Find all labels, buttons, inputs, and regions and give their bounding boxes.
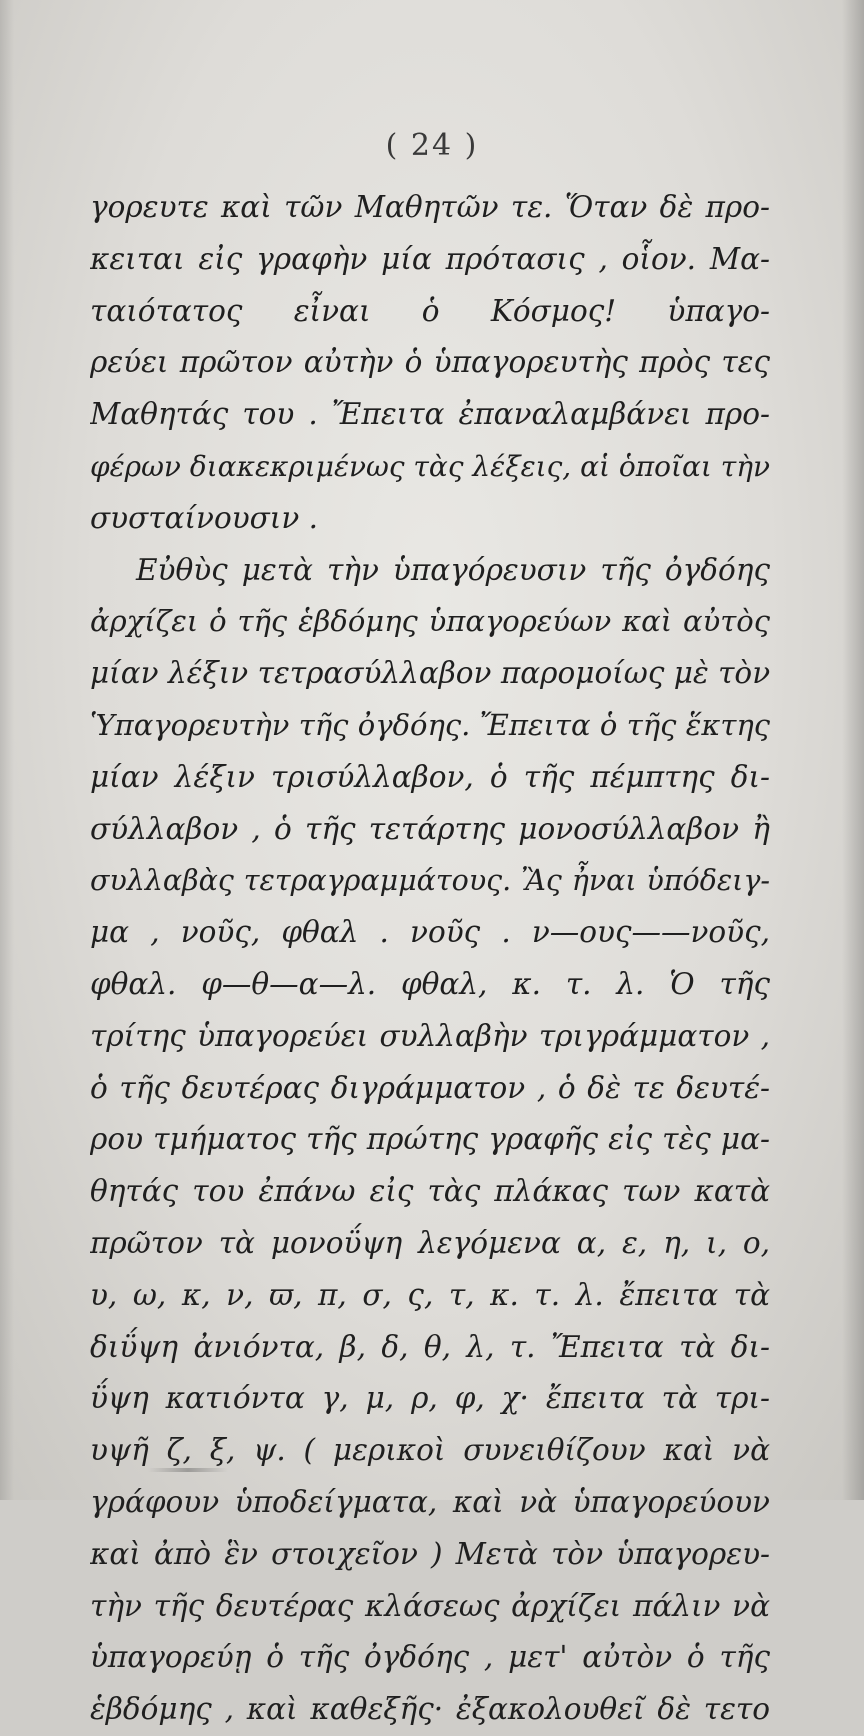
- text-line: τρίτης ὑπαγορεύει συλλαβὴν τριγράμματον ,: [90, 1018, 770, 1053]
- text-line: Μαθητάς του . Ἔπειτα ἐπαναλαμβάνει προ-: [90, 397, 770, 432]
- text-line: Ὑπαγορευτὴν τῆς ὀγδόης. Ἔπειτα ὁ τῆς ἕκτης: [90, 707, 770, 742]
- ink-smudge: [148, 1468, 228, 1472]
- text-line: θητάς του ἐπάνω εἰς τὰς πλάκας των κατὰ: [90, 1174, 770, 1209]
- text-line: πρῶτον τὰ μονοΰψη λεγόμενα α, ε, η, ι, ο,: [90, 1225, 770, 1260]
- page-edge-shadow-right: [842, 0, 864, 1500]
- text-line: γράφουν ὑποδείγματα, καὶ νὰ ὑπαγορεύουν: [90, 1484, 770, 1519]
- text-line: διΰψη ἀνιόντα, β, δ, θ, λ, τ. Ἔπειτα τὰ δι-: [90, 1329, 770, 1364]
- text-line: ὑπαγορεύῃ ὁ τῆς ὀγδόης , μετ' αὐτὸν ὁ τῆς: [90, 1640, 770, 1675]
- body-text: [90, 182, 770, 1736]
- text-line: ρου τμήματος τῆς πρώτης γραφῆς εἰς τὲς μα-: [90, 1122, 770, 1157]
- text-line: ταιότατος εἶναι ὁ Κόσμος! ὑπαγο-: [90, 293, 770, 328]
- text-line: φέρων διακεκριμένως τὰς λέξεις, αἱ ὁποῖαι τὴν: [90, 449, 770, 483]
- text-line: ὁ τῆς δευτέρας διγράμματον , ὁ δὲ τε δευτέ-: [90, 1070, 770, 1105]
- text-line: μίαν λέξιν τρισύλλαβον, ὁ τῆς πέμπτης δι-: [90, 759, 770, 794]
- paragraph-start-line: Εὐθὺς μετὰ τὴν ὑπαγόρευσιν τῆς ὀγδόης: [136, 552, 770, 587]
- text-line: φθαλ. φ—θ—α—λ. φθαλ, κ. τ. λ. Ὁ τῆς: [90, 966, 770, 1001]
- text-line: συλλαβὰς τετραγραμμάτους. Ἂς ἦναι ὑπόδειγ-: [90, 864, 770, 898]
- text-line: καὶ ἀπὸ ἓν στοιχεῖον ) Μετὰ τὸν ὑπαγορευ-: [90, 1536, 770, 1571]
- text-line: γορευτε καὶ τῶν Μαθητῶν τε. Ὅταν δὲ προ-: [90, 190, 770, 224]
- page-edge-shadow-left: [0, 0, 14, 1500]
- text-line: σύλλαβον , ὁ τῆς τετάρτης μονοσύλλαβον ἢ: [90, 811, 770, 846]
- text-line: ρεύει πρῶτον αὐτὴν ὁ ὑπαγορευτὴς πρὸς τες: [90, 345, 770, 380]
- text-line: τὴν τῆς δευτέρας κλάσεως ἀρχίζει πάλιν νὰ: [90, 1588, 770, 1623]
- text-line: ἀρχίζει ὁ τῆς ἑβδόμης ὑπαγορεύων καὶ αὐτὸς: [90, 604, 770, 639]
- text-line: ἑβδόμης , καὶ καθεξῆς· ἐξακολουθεῖ δὲ τετο: [90, 1692, 770, 1727]
- text-line: ΰψη κατιόντα γ, μ, ρ, φ, χ· ἔπειτα τὰ τρι-: [90, 1381, 770, 1416]
- text-line: κειται εἰς γραφὴν μία πρότασις , οἷον. Μα-: [90, 241, 770, 276]
- text-line: συσταίνουσιν .: [90, 500, 319, 535]
- text-line: μίαν λέξιν τετρασύλλαβον παρομοίως μὲ τὸν: [90, 656, 770, 691]
- text-line: μα , νοῦς, φθαλ . νοῦς . ν—ους——νοῦς,: [90, 915, 770, 950]
- text-line: υψῆ ζ, ξ, ψ. ( μερικοὶ συνειθίζουν καὶ νὰ: [90, 1433, 770, 1468]
- text-line: υ, ω, κ, ν, ϖ, π, σ, ς, τ, κ. τ. λ. ἔπειτα τὰ: [90, 1277, 770, 1312]
- page-number: ( 24 ): [385, 128, 479, 163]
